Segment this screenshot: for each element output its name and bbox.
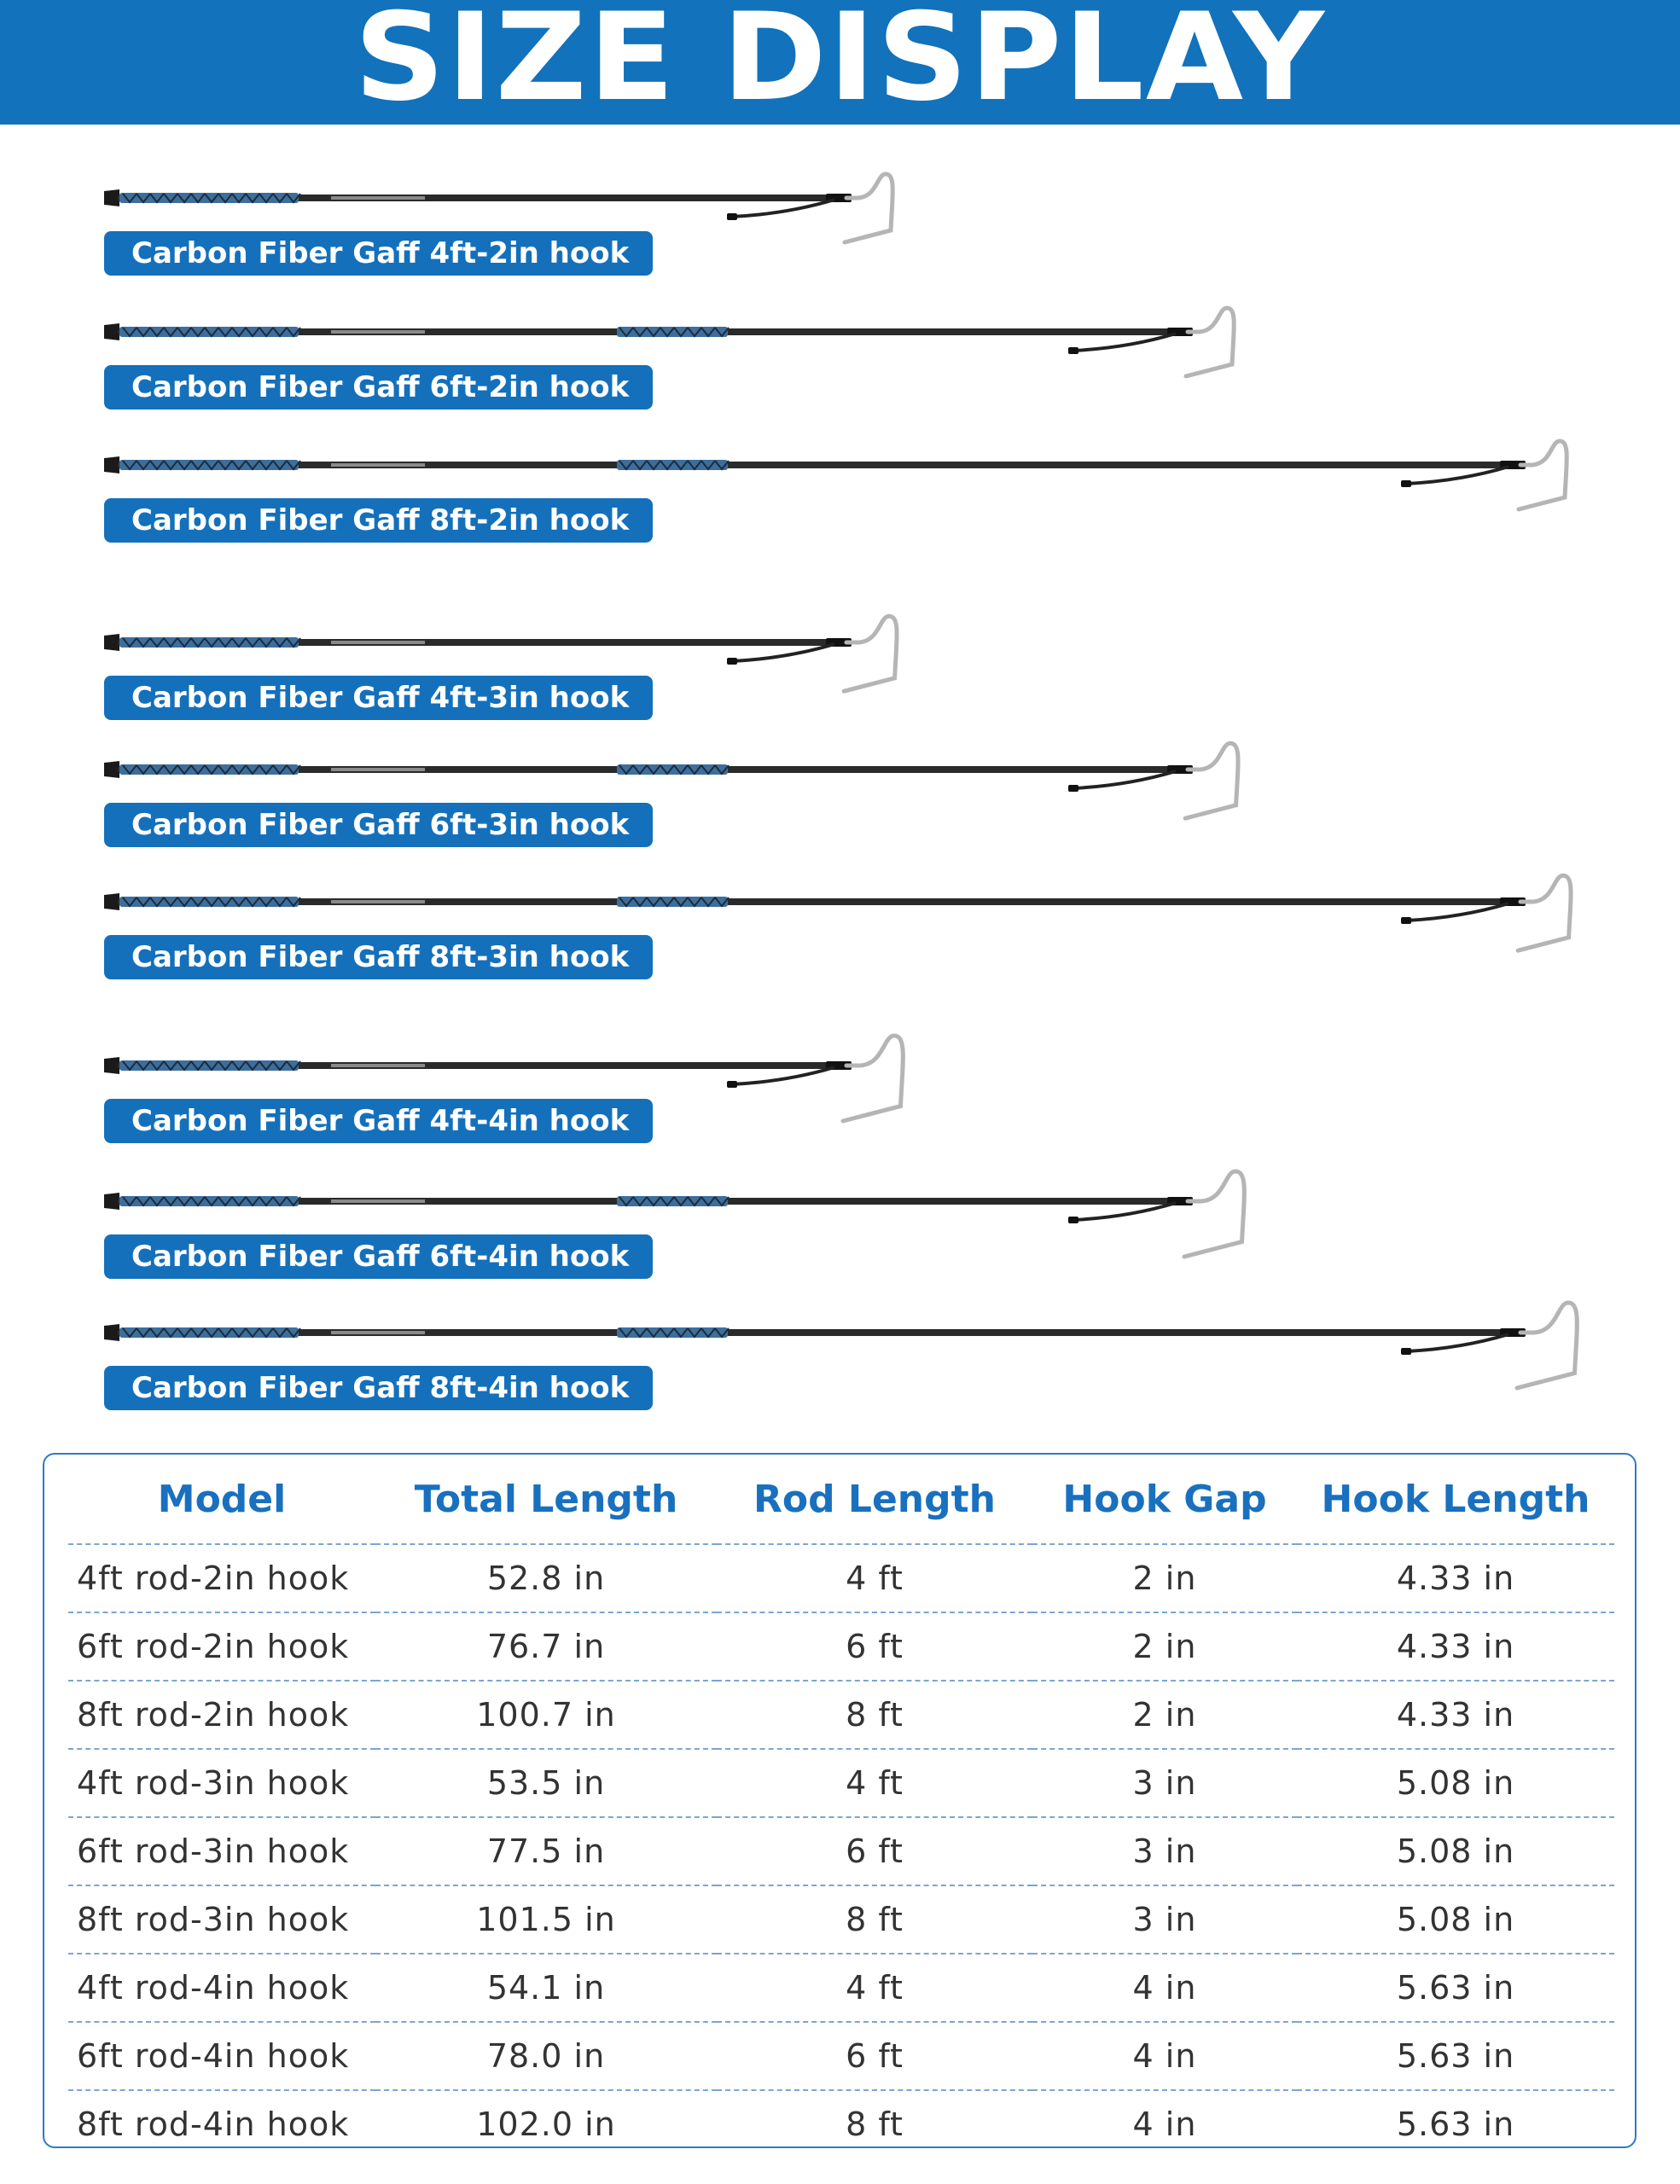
gaff-hook [844,616,897,691]
gaff-hook [843,1036,903,1121]
cell-rod-length: 6 ft [717,1817,1032,1885]
gaff-lanyard [732,644,834,661]
col-header-rod-length: Rod Length [717,1455,1032,1544]
table-row [68,1544,1614,1612]
gaff-butt-cap [104,634,119,651]
table-row [68,2090,1614,2158]
gaff-lanyard [732,1067,834,1084]
col-header-hook-gap: Hook Gap [1032,1455,1297,1544]
table-row [68,1749,1614,1817]
gaff-butt-cap [104,893,119,910]
size-table [68,1455,1614,2158]
col-header-model: Model [68,1455,375,1544]
gaff-lanyard [1073,771,1176,788]
gaff-lanyard [732,200,834,217]
gaff-hook [1518,875,1571,950]
cell-hook-gap: 4 in [1032,1954,1297,2022]
product-label: Carbon Fiber Gaff 4ft-2in hook [104,231,653,276]
cell-total-length: 100.7 in [375,1681,717,1749]
gaff-lanyard [1406,1334,1509,1351]
cell-model: 8ft rod-2in hook [68,1681,375,1749]
product-item [0,746,1680,857]
product-label: Carbon Fiber Gaff 6ft-2in hook [104,365,653,410]
cell-hook-length: 4.33 in [1297,1612,1614,1681]
cell-hook-length: 5.08 in [1297,1817,1614,1885]
cell-total-length: 52.8 in [375,1544,717,1612]
product-item [0,1043,1680,1153]
cell-rod-length: 4 ft [717,1749,1032,1817]
gaff-hook [1185,743,1238,818]
cell-total-length: 102.0 in [476,2106,616,2143]
gaff-hook [1184,1171,1244,1257]
product-item [0,619,1680,730]
cell-hook-gap: 2 in [1032,1612,1297,1681]
gaff-butt-cap [104,1324,119,1341]
cell-total-length: 101.5 in [375,1885,717,1954]
product-item [0,1310,1680,1420]
gaff-shaft [118,1329,1526,1336]
cell-model: 4ft rod-4in hook [68,1954,375,2022]
product-label: Carbon Fiber Gaff 8ft-3in hook [104,935,653,979]
gaff-lanyard [1406,467,1509,484]
cell-rod-length: 8 ft [717,1681,1032,1749]
cell-rod-length: 4 ft [717,1954,1032,2022]
cell-total-length: 53.5 in [375,1749,717,1817]
cell-model: 8ft rod-3in hook [68,1885,375,1954]
cell-hook-length: 5.08 in [1297,1749,1614,1817]
table-row [68,2022,1614,2090]
gaff-butt-cap [104,761,119,778]
cell-hook-gap: 3 in [1032,1817,1297,1885]
cell-hook-gap: 3 in [1032,1749,1297,1817]
gaff-hook [1517,1303,1577,1388]
table-header-row [68,1455,1614,1544]
cell-model: 8ft rod-4in hook [77,2106,350,2143]
product-item [0,442,1680,553]
table-row [68,1817,1614,1885]
cell-rod-length: 8 ft [846,2106,904,2143]
cell-model: 4ft rod-3in hook [68,1749,375,1817]
gaff-hook [1186,308,1234,376]
cell-rod-length: 6 ft [717,1612,1032,1681]
product-label: Carbon Fiber Gaff 6ft-3in hook [104,803,653,847]
product-label: Carbon Fiber Gaff 6ft-4in hook [104,1234,653,1279]
cell-total-length: 54.1 in [375,1954,717,2022]
product-label: Carbon Fiber Gaff 8ft-4in hook [104,1366,653,1410]
page-title: SIZE DISPLAY [354,0,1326,128]
gaff-hook [845,174,892,242]
cell-hook-gap: 4 in [1132,2106,1197,2143]
col-header-total-length: Total Length [375,1455,717,1544]
cell-model: 6ft rod-3in hook [68,1817,375,1885]
cell-hook-length: 5.63 in [1297,2022,1614,2090]
cell-model: 4ft rod-2in hook [68,1544,375,1612]
product-label: Carbon Fiber Gaff 4ft-4in hook [104,1099,653,1143]
gaff-shaft [118,898,1526,905]
cell-total-length: 77.5 in [375,1817,717,1885]
gaff-butt-cap [104,189,119,206]
cell-hook-gap: 4 in [1032,2022,1297,2090]
product-item [0,175,1680,286]
gaff-shaft [118,462,1526,468]
gaff-butt-cap [104,1193,119,1210]
cell-rod-length: 4 ft [717,1544,1032,1612]
cell-total-length: 78.0 in [375,2022,717,2090]
cell-model: 6ft rod-4in hook [68,2022,375,2090]
table-row [68,1681,1614,1749]
table-row [68,1612,1614,1681]
table-row [68,1885,1614,1954]
cell-hook-gap: 3 in [1032,1885,1297,1954]
product-item [0,309,1680,420]
cell-hook-length: 4.33 in [1297,1681,1614,1749]
gaff-lanyard [1073,334,1176,351]
cell-hook-gap: 2 in [1032,1544,1297,1612]
col-header-hook-length: Hook Length [1297,1455,1614,1544]
product-item [0,879,1680,990]
gaff-lanyard [1406,903,1509,921]
cell-hook-length: 4.33 in [1297,1544,1614,1612]
cell-hook-gap: 2 in [1032,1681,1297,1749]
gaff-butt-cap [104,456,119,473]
gaff-butt-cap [104,1057,119,1074]
product-label: Carbon Fiber Gaff 4ft-3in hook [104,676,653,720]
cell-rod-length: 8 ft [717,1885,1032,1954]
cell-hook-length: 5.63 in [1297,1954,1614,2022]
gaff-butt-cap [104,323,119,340]
size-table-box [43,1453,1636,2148]
cell-total-length: 76.7 in [375,1612,717,1681]
header-banner [0,0,1680,128]
gaff-hook [1519,441,1567,509]
product-label: Carbon Fiber Gaff 8ft-2in hook [104,498,653,543]
cell-hook-length: 5.63 in [1396,2106,1515,2143]
cell-rod-length: 6 ft [717,2022,1032,2090]
table-row [68,1954,1614,2022]
cell-hook-length: 5.08 in [1297,1885,1614,1954]
product-item [0,1178,1680,1289]
cell-model: 6ft rod-2in hook [68,1612,375,1681]
gaff-lanyard [1073,1203,1176,1220]
